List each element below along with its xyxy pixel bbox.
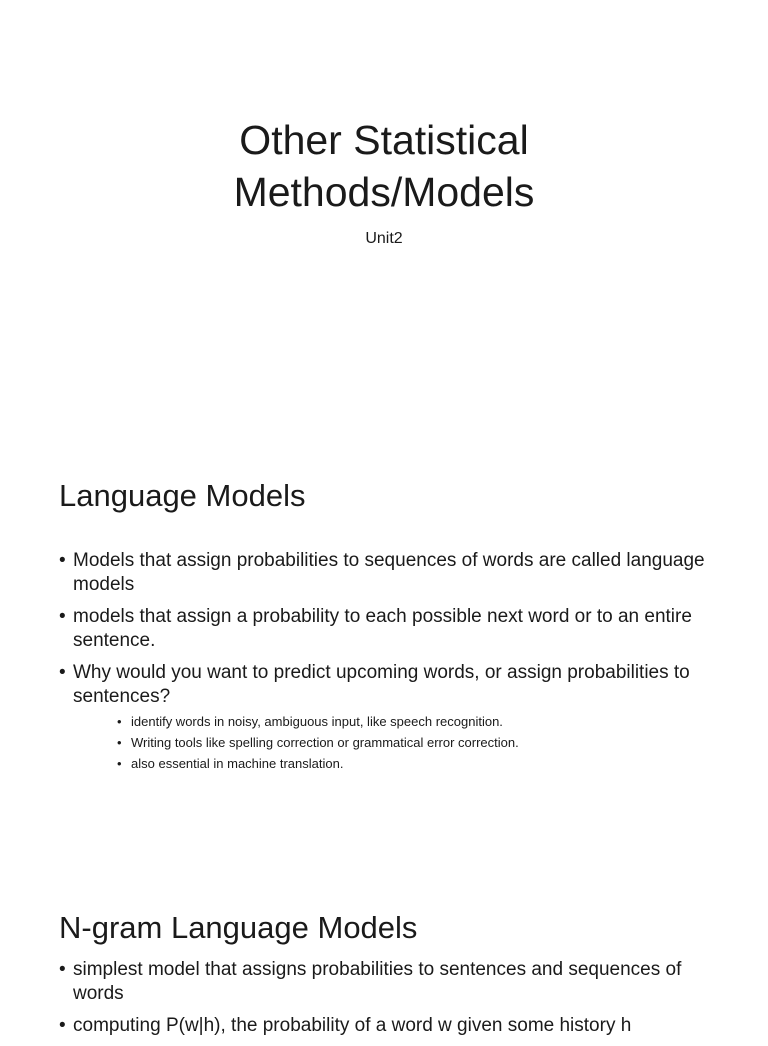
sub-bullet-text: identify words in noisy, ambiguous input, like speech recognition. [131, 714, 503, 729]
sub-bullet-item [117, 732, 719, 753]
bullet-item [59, 549, 719, 597]
ngram-models-slide [0, 864, 768, 1036]
bullet-icon: • [59, 606, 66, 627]
bullet-item [59, 1014, 719, 1038]
bullet-text: models that assign a probability to each possible next word or to an entire sentence. [73, 606, 692, 651]
bullet-icon: • [59, 1015, 66, 1036]
bullet-icon: • [117, 756, 122, 771]
bullet-icon: • [117, 714, 122, 729]
slide-heading: N-gram Language Models [59, 910, 418, 945]
bullet-icon: • [59, 959, 66, 980]
slide-heading: Language Models [59, 478, 306, 513]
bullet-text: simplest model that assigns probabilities to sentences and sequences of words [73, 959, 682, 1004]
bullet-text: Models that assign probabilities to sequences of words are called language models [73, 550, 705, 595]
bullet-list [59, 958, 719, 1046]
bullet-item [59, 605, 719, 653]
bullet-text: computing P(w|h), the probability of a word w given some history h [73, 1015, 632, 1036]
bullet-item [59, 958, 719, 1006]
sub-bullet-text: Writing tools like spelling correction or grammatical error correction. [131, 735, 519, 750]
bullet-icon: • [117, 735, 122, 750]
language-models-slide [0, 432, 768, 864]
sub-bullet-text: also essential in machine translation. [131, 756, 344, 771]
bullet-item [59, 661, 719, 774]
slide-subtitle: Unit2 [365, 230, 403, 247]
bullet-icon: • [59, 550, 66, 571]
slide-title-line-2: Methods/Models [233, 169, 535, 215]
bullet-list [59, 549, 719, 782]
slide-title [0, 114, 768, 218]
sub-bullet-list [73, 711, 719, 774]
title-slide [0, 0, 768, 432]
bullet-icon: • [59, 662, 66, 683]
slide-title-line-1: Other Statistical [239, 117, 529, 163]
sub-bullet-item [117, 753, 719, 774]
bullet-text: Why would you want to predict upcoming words, or assign probabilities to sentences? [73, 662, 690, 707]
sub-bullet-item [117, 711, 719, 732]
